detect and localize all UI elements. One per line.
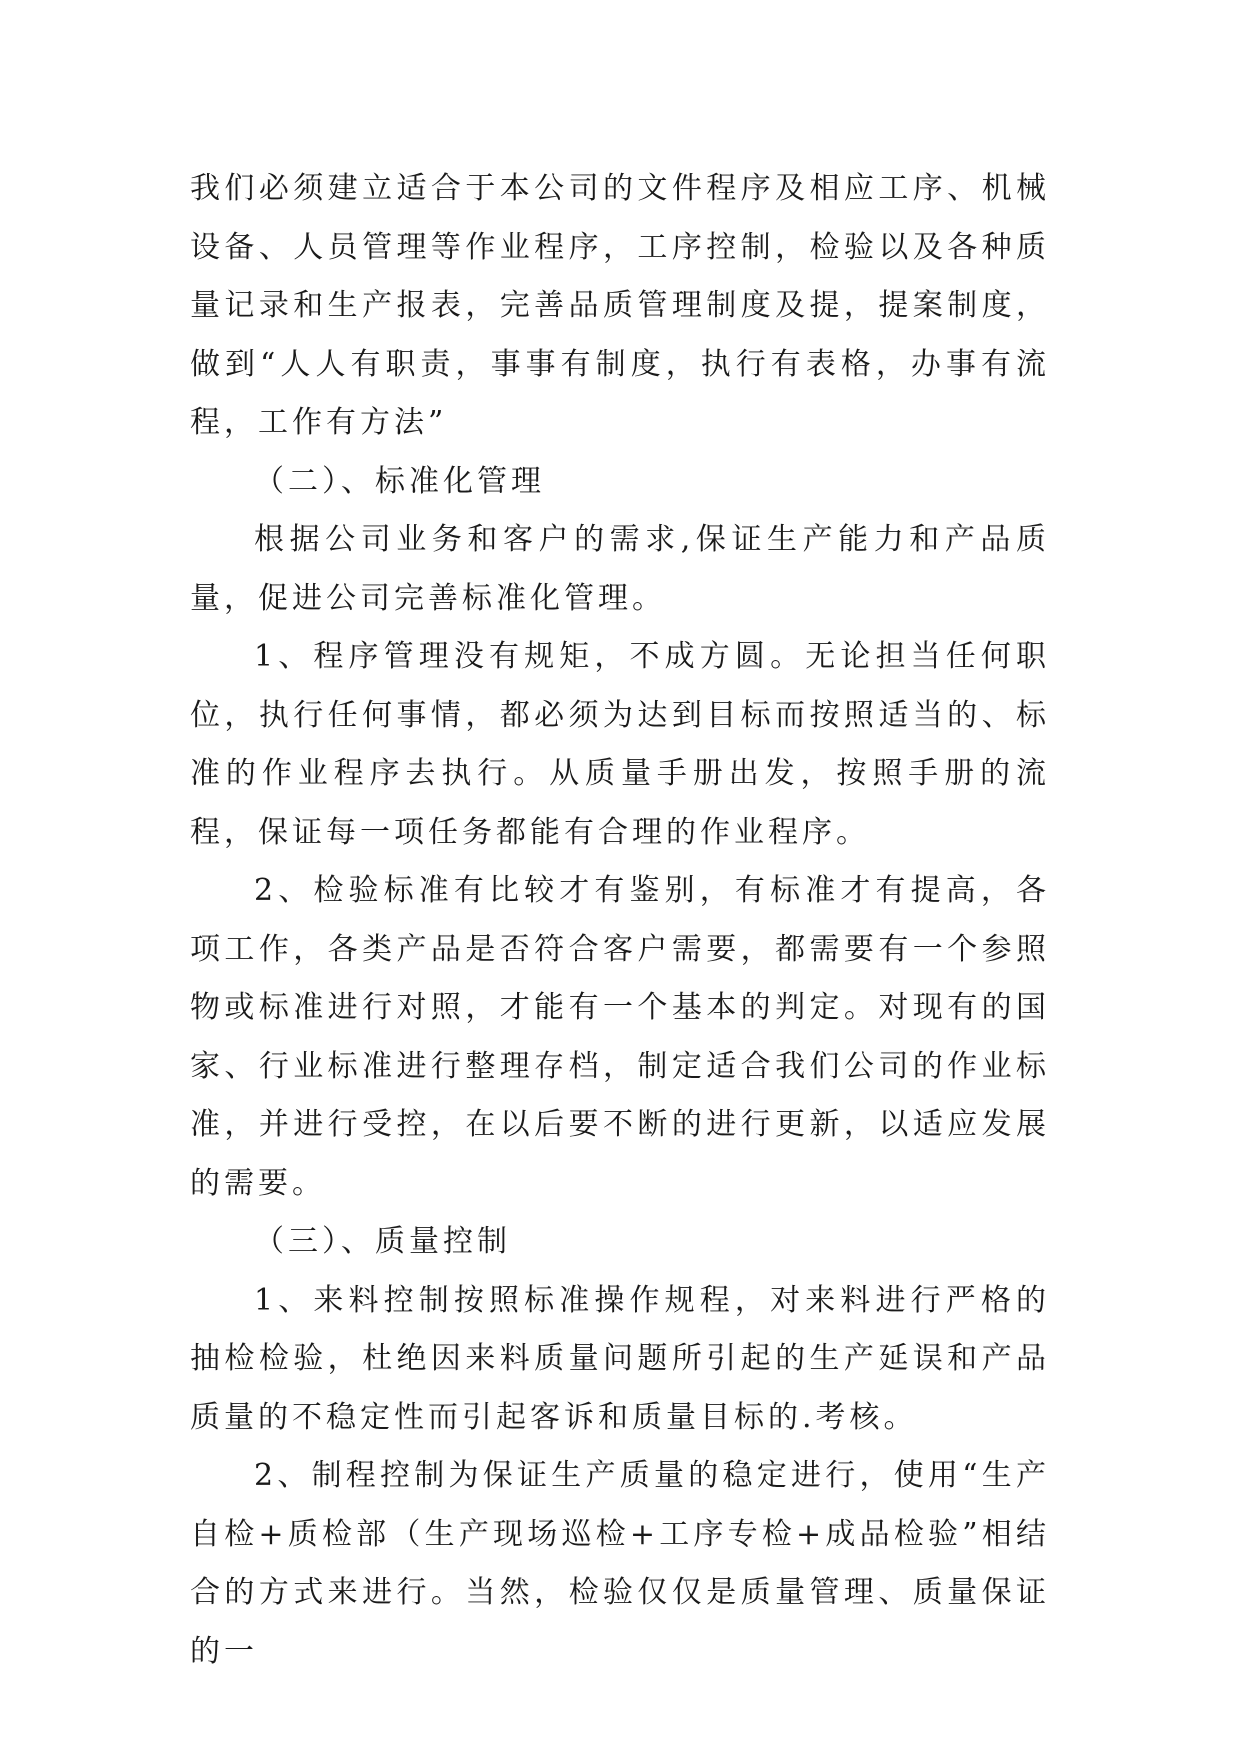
section-heading-quality-control: （三）、质量控制 — [254, 1224, 511, 1259]
section-heading-standardization: （二）、标准化管理 — [254, 463, 545, 499]
paragraph-procedure-management: 1、程序管理没有规矩，不成方圆。无论担当任何职位，执行任何事情，都必须为达到目标而按照适当的、标准的作业程序去执行。从质量手册出发，按照手册的流程，保证每一项任务都能有合理的作业程序。 — [190, 639, 1050, 850]
paragraph-inspection-standards: 2、检验标准有比较才有鉴别，有标准才有提高，各项工作，各类产品是否符合客户需要，都需要有一个参照物或标准进行对照，才能有一个基本的判定。对现有的国家、行业标准进行整理存档，制定适合我们公司的作业标准，并进行受控，在以后要不断的进行更新，以适应发展的需要。 — [190, 873, 1050, 1201]
document-body — [190, 160, 1050, 1681]
paragraph-incoming-material-control: 1、来料控制按照标准操作规程，对来料进行严格的抽检检验，杜绝因来料质量问题所引起的生产延误和产品质量的不稳定性而引起客诉和质量目标的.考核。 — [190, 1282, 1050, 1435]
paragraph-process-control: 2、制程控制为保证生产质量的稳定进行，使用“生产自检+质检部（生产现场巡检+工序专检+成品检验”相结合的方式来进行。当然，检验仅仅是质量管理、质量保证的一 — [190, 1458, 1050, 1669]
paragraph-standardization-intro: 根据公司业务和客户的需求,保证生产能力和产品质量，促进公司完善标准化管理。 — [190, 522, 1050, 616]
paragraph-procedures: 我们必须建立适合于本公司的文件程序及相应工序、机械设备、人员管理等作业程序，工序控制，检验以及各种质量记录和生产报表，完善品质管理制度及提，提案制度，做到“人人有职责，事事有制度，执行有表格，办事有流程，工作有方法” — [190, 171, 1050, 440]
